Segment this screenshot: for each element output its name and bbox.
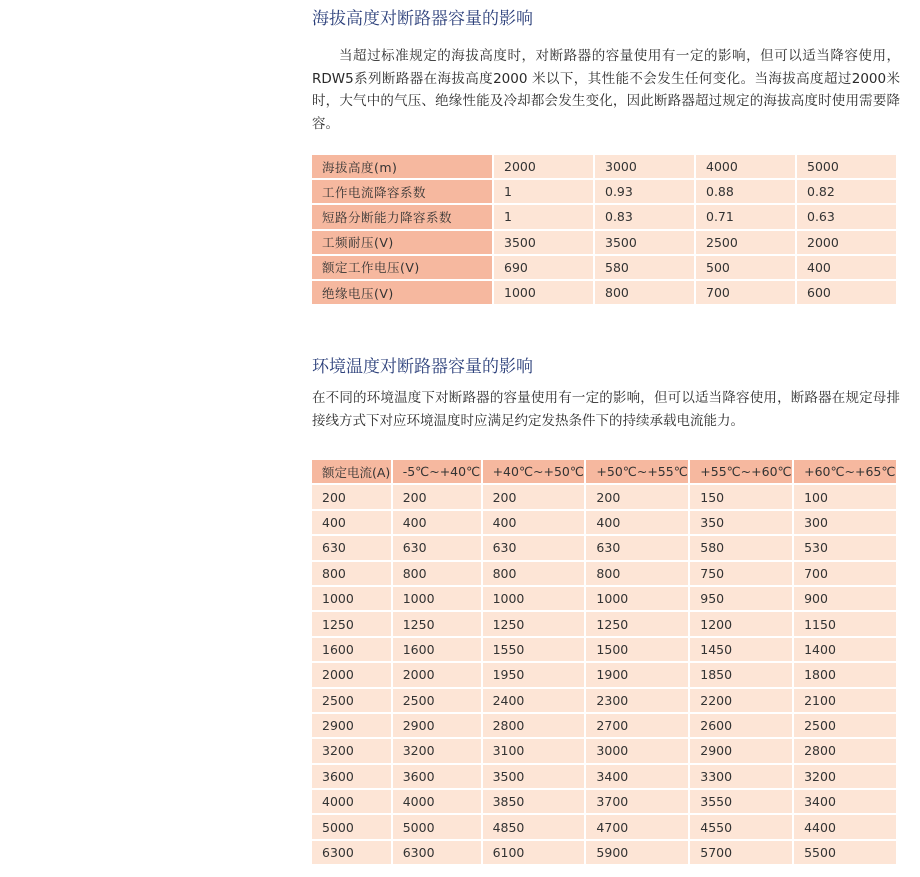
value-cell: 3500 [483,765,585,788]
row-label-cell: 工频耐压(V) [312,231,492,254]
value-cell: 4700 [586,815,688,838]
value-cell: 530 [794,536,896,559]
altitude-table-row [312,155,896,178]
value-cell: 2900 [690,739,792,762]
value-cell: 300 [794,511,896,534]
value-cell: 3200 [794,765,896,788]
value-cell: 2000 [393,663,481,686]
rated-current-cell: 2900 [312,714,391,737]
value-cell: 1950 [483,663,585,686]
temperature-table-row [312,815,896,838]
value-cell: 1250 [483,612,585,635]
temperature-section-title: 环境温度对断路器容量的影响 [312,357,533,377]
value-cell: 5000 [797,155,896,178]
value-cell: 0.93 [595,180,694,203]
temperature-table-row [312,714,896,737]
value-cell: 5000 [393,815,481,838]
value-cell: 750 [690,562,792,585]
value-cell: 2500 [393,689,481,712]
value-cell: 1800 [794,663,896,686]
row-label-cell: 短路分断能力降容系数 [312,205,492,228]
value-cell: 4000 [393,790,481,813]
temperature-table-row [312,587,896,610]
rated-current-cell: 2000 [312,663,391,686]
value-cell: 3100 [483,739,585,762]
rated-current-cell: 400 [312,511,391,534]
temperature-table-row [312,562,896,585]
value-cell: 2700 [586,714,688,737]
value-cell: 4850 [483,815,585,838]
value-cell: 0.63 [797,205,896,228]
column-header-cell: +50℃~+55℃ [586,460,688,483]
value-cell: 2400 [483,689,585,712]
value-cell: 2800 [483,714,585,737]
value-cell: 1250 [586,612,688,635]
temperature-table-row [312,663,896,686]
value-cell: 3300 [690,765,792,788]
value-cell: 1600 [393,638,481,661]
value-cell: 1500 [586,638,688,661]
value-cell: 1900 [586,663,688,686]
altitude-derating-table [310,153,898,306]
value-cell: 5900 [586,841,688,864]
value-cell: 6300 [393,841,481,864]
value-cell: 3600 [393,765,481,788]
value-cell: 700 [794,562,896,585]
altitude-table-row [312,180,896,203]
value-cell: 800 [586,562,688,585]
value-cell: 0.83 [595,205,694,228]
value-cell: 0.82 [797,180,896,203]
value-cell: 1450 [690,638,792,661]
value-cell: 200 [483,485,585,508]
value-cell: 2600 [690,714,792,737]
row-label-cell: 工作电流降容系数 [312,180,492,203]
value-cell: 2200 [690,689,792,712]
altitude-table-row [312,256,896,279]
value-cell: 3500 [494,231,593,254]
rated-current-cell: 200 [312,485,391,508]
rated-current-cell: 6300 [312,841,391,864]
rated-current-cell: 630 [312,536,391,559]
value-cell: 630 [393,536,481,559]
temperature-header-row [312,460,896,483]
value-cell: 690 [494,256,593,279]
temperature-paragraph: 在不同的环境温度下对断路器的容量使用有一定的影响，但可以适当降容使用，断路器在规定母排接线方式下对应环境温度时应满足约定发热条件下的持续承载电流能力。 [312,390,900,429]
row-label-cell: 海拔高度(m) [312,155,492,178]
altitude-paragraph: 当超过标准规定的海拔高度时，对断路器的容量使用有一定的影响，但可以适当降容使用，RDW5系列断路器在海拔高度2000 米以下，其性能不会发生任何变化。当海拔高度超过2000米时，大气中的气压、绝缘性能及冷却都会发生变化，因此断路器超过规定的海拔高度时使用需要降容。 [312,48,900,132]
value-cell: 3550 [690,790,792,813]
rated-current-cell: 1000 [312,587,391,610]
value-cell: 3850 [483,790,585,813]
altitude-table-row [312,281,896,304]
value-cell: 2000 [494,155,593,178]
row-label-cell: 绝缘电压(V) [312,281,492,304]
value-cell: 1000 [494,281,593,304]
value-cell: 2000 [797,231,896,254]
value-cell: 2500 [794,714,896,737]
column-header-cell: -5℃~+40℃ [393,460,481,483]
temperature-table-row [312,511,896,534]
value-cell: 900 [794,587,896,610]
value-cell: 1200 [690,612,792,635]
value-cell: 0.88 [696,180,795,203]
value-cell: 1000 [483,587,585,610]
value-cell: 200 [393,485,481,508]
value-cell: 400 [483,511,585,534]
value-cell: 0.71 [696,205,795,228]
value-cell: 580 [690,536,792,559]
value-cell: 500 [696,256,795,279]
value-cell: 3700 [586,790,688,813]
value-cell: 400 [797,256,896,279]
column-header-cell: 额定电流(A) [312,460,391,483]
value-cell: 400 [393,511,481,534]
value-cell: 800 [393,562,481,585]
value-cell: 3400 [794,790,896,813]
value-cell: 1000 [393,587,481,610]
value-cell: 580 [595,256,694,279]
value-cell: 2100 [794,689,896,712]
value-cell: 3200 [393,739,481,762]
value-cell: 350 [690,511,792,534]
column-header-cell: +40℃~+50℃ [483,460,585,483]
rated-current-cell: 3200 [312,739,391,762]
temperature-table-row [312,485,896,508]
value-cell: 100 [794,485,896,508]
value-cell: 1550 [483,638,585,661]
temperature-table-row [312,739,896,762]
value-cell: 3000 [595,155,694,178]
value-cell: 950 [690,587,792,610]
value-cell: 800 [483,562,585,585]
rated-current-cell: 2500 [312,689,391,712]
value-cell: 2500 [696,231,795,254]
value-cell: 4400 [794,815,896,838]
value-cell: 600 [797,281,896,304]
value-cell: 200 [586,485,688,508]
value-cell: 3500 [595,231,694,254]
altitude-section-title: 海拔高度对断路器容量的影响 [312,9,533,29]
rated-current-cell: 1250 [312,612,391,635]
temperature-table-row [312,689,896,712]
temperature-table-row [312,765,896,788]
value-cell: 700 [696,281,795,304]
altitude-table-row [312,231,896,254]
value-cell: 1 [494,180,593,203]
temperature-table-row [312,841,896,864]
altitude-table-row [312,205,896,228]
value-cell: 2900 [393,714,481,737]
value-cell: 1250 [393,612,481,635]
value-cell: 5700 [690,841,792,864]
temperature-table-row [312,790,896,813]
value-cell: 1150 [794,612,896,635]
value-cell: 1 [494,205,593,228]
value-cell: 1400 [794,638,896,661]
value-cell: 150 [690,485,792,508]
value-cell: 400 [586,511,688,534]
value-cell: 3000 [586,739,688,762]
value-cell: 6100 [483,841,585,864]
value-cell: 4000 [696,155,795,178]
rated-current-cell: 5000 [312,815,391,838]
row-label-cell: 额定工作电压(V) [312,256,492,279]
rated-current-cell: 1600 [312,638,391,661]
value-cell: 2800 [794,739,896,762]
temperature-derating-table [310,458,898,866]
value-cell: 630 [483,536,585,559]
value-cell: 5500 [794,841,896,864]
temperature-table-row [312,638,896,661]
value-cell: 1850 [690,663,792,686]
rated-current-cell: 4000 [312,790,391,813]
value-cell: 4550 [690,815,792,838]
temperature-table-row [312,536,896,559]
value-cell: 1000 [586,587,688,610]
value-cell: 3400 [586,765,688,788]
column-header-cell: +55℃~+60℃ [690,460,792,483]
rated-current-cell: 3600 [312,765,391,788]
value-cell: 800 [595,281,694,304]
column-header-cell: +60℃~+65℃ [794,460,896,483]
rated-current-cell: 800 [312,562,391,585]
value-cell: 630 [586,536,688,559]
temperature-table-row [312,612,896,635]
value-cell: 2300 [586,689,688,712]
